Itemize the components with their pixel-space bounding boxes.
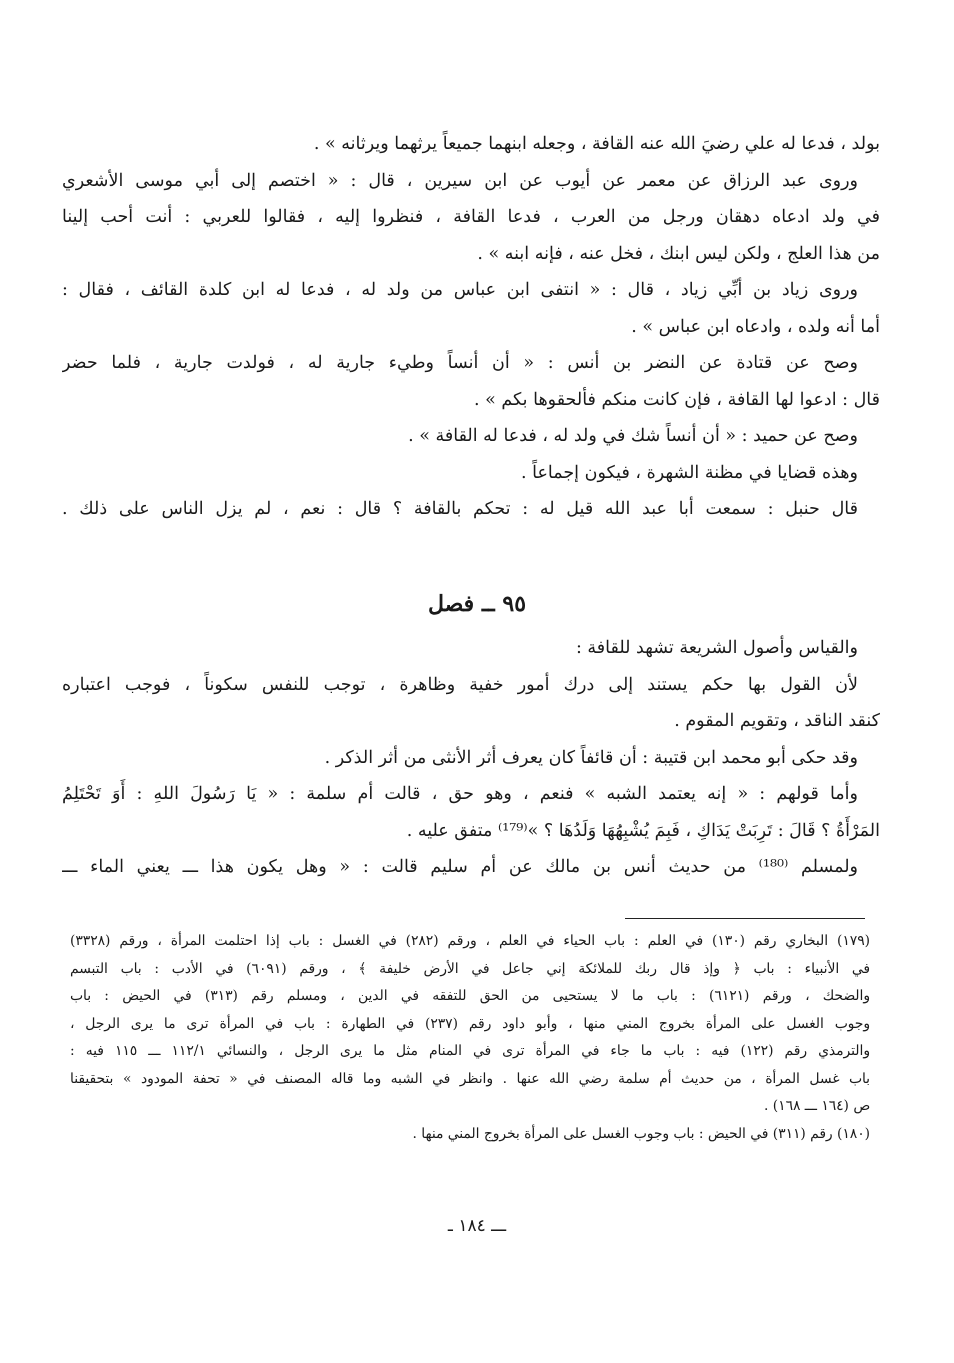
text-line: وهذه قضايا في مظنة الشهرة ، فيكون إجماعاً .	[521, 462, 858, 483]
footnote-separator	[625, 918, 865, 919]
footnotes	[70, 928, 870, 1148]
footnote-line: ص (١٦٤ ـــ ١٦٨) .	[764, 1098, 870, 1114]
text-line: وروى زياد بن أبِّي زياد ، قال : « انتفى ابن عباس من ولد له ، فدعا له ابن كلدة القائف ، فقال :	[62, 280, 858, 300]
text-line: أما أنه ولده ، وادعاه ابن عباس » .	[631, 316, 880, 337]
text-line: المَرْأَةُ ؟ قَالَ : تَرِبَتْ يَدَاكِ ، فَبِمَ يُشْبِهُهَا وَلَدُهَا ؟ »⁽¹⁷⁹⁾ متفق عليه .	[406, 820, 880, 841]
text-line: والقياس وأصول الشريعة تشهد للقافة :	[575, 638, 858, 658]
text-line: وقد حكى أبو محمد ابن قتيبة : أن قائفاً كان يعرف أثر الأنثى من أثر الذكر .	[324, 747, 858, 768]
text-line: وروى عبد الرزاق عن معمر عن أيوب عن ابن سيرين ، قال : « اختصم إلى أبي موسى الأشعري	[62, 170, 858, 191]
text-line: قال حنبل : سمعت أبا عبد الله قيل له : تحكم بالقافة ؟ قال : نعم ، لم يزل الناس على ذلك .	[62, 499, 858, 519]
footnote-line: والترمذي رقم (١٢٢) فيه : باب ما جاء في المرأة ترى في المنام مثل ما يرى الرجل ، والنسائي ١١٢/١ ـــ ١١٥ فيه :	[70, 1043, 870, 1059]
footnote-line: وجوب الغسل على المرأة بخروج المني منها ، وأبو داود رقم (٢٣٧) في الطهارة : باب في المرأة ترى ما يرى الرجل ،	[70, 1015, 870, 1032]
footnote-line: في الأنبياء : باب ﴿ وإذ قال ربك للملائكة إني جاعل في الأرض خليفة ﴾ ، ورقم (٦٠٩١) في الأدب : باب التبسم	[70, 960, 870, 977]
footnote-line: (١٨٠) رقم (٣١١) في الحيض : باب وجوب الغسل على المرأة بخروج المني منها .	[412, 1125, 870, 1142]
body-text-top	[62, 126, 880, 528]
footnote-line: باب غسل المرأة ، من حديث أم سلمة رضي الله عنها . وانظر في الشبه وما قاله المصنف في « تحفة المودود » بتحقيقنا	[70, 1070, 870, 1087]
footnote-line: (١٧٩) البخاري رقم (١٣٠) في العلم : باب الحياء في العلم ، ورقم (٢٨٢) في الغسل : باب إذا احتلمت المرأة ، ورقم (٣٣٢٨)	[70, 933, 870, 949]
text-line: وصح عن قتادة عن النضر بن أنس : « أن أنساً وطيء جارية له ، فولدت جارية ، فلما حضر	[62, 353, 858, 373]
section-heading: ٩٥ ــ فصل	[427, 591, 527, 617]
text-line: ولمسلم ⁽¹⁸⁰⁾ من حديث أنس بن مالك عن أم سليم قالت : « وهل يكون هذا ـــ يعني الماء ـــ	[62, 857, 858, 877]
text-line: قال : ادعوا لها القافة ، فإن كانت منكم فألحقوها بكم » .	[473, 389, 880, 410]
text-line: كنقد الناقد ، وتقويم المقوم .	[674, 711, 880, 731]
page-number: ـــ ١٨٤ ـ	[447, 1216, 507, 1236]
text-line: وصح عن حميد : « أن أنساً شك في ولد له ، فدعا له القافة » .	[408, 426, 858, 446]
text-line: من هذا العلج ، ولكن ليس ابنك ، فخل عنه ، فإنه ابنه » .	[477, 243, 880, 264]
body-text-bottom	[62, 630, 880, 886]
footnote-line: والضحك ، ورقم (٦١٢١) : باب ما لا يستحيى من الحق للتفقه في الدين ، ومسلم رقم (٣١٣) في الحيض : باب	[70, 988, 870, 1004]
text-line: بولد ، فدعا له علي رضيَ الله عنه القافة ، وجعله ابنهما جميعاً يرثهما ويرثانه » .	[313, 134, 880, 154]
text-line: لأن القول بها حكم يستند إلى درك أمور خفية وظاهرة ، توجب للنفس سكوناً ، فوجب اعتباره	[62, 674, 858, 695]
text-line: في ولد ادعاه دهقان ورجل من العرب ، فدعا القافة ، فنظروا إليه ، فقالوا للعربي : أنت أحب إلينا	[62, 207, 880, 227]
text-line: وأما قولهم : « إنه يعتمد الشبه » فنعم ، وهو حق ، قالت أم سلمة : « يَا رَسُولَ اللهِ : أَوَ تَحْتَلِمُ	[62, 784, 858, 804]
